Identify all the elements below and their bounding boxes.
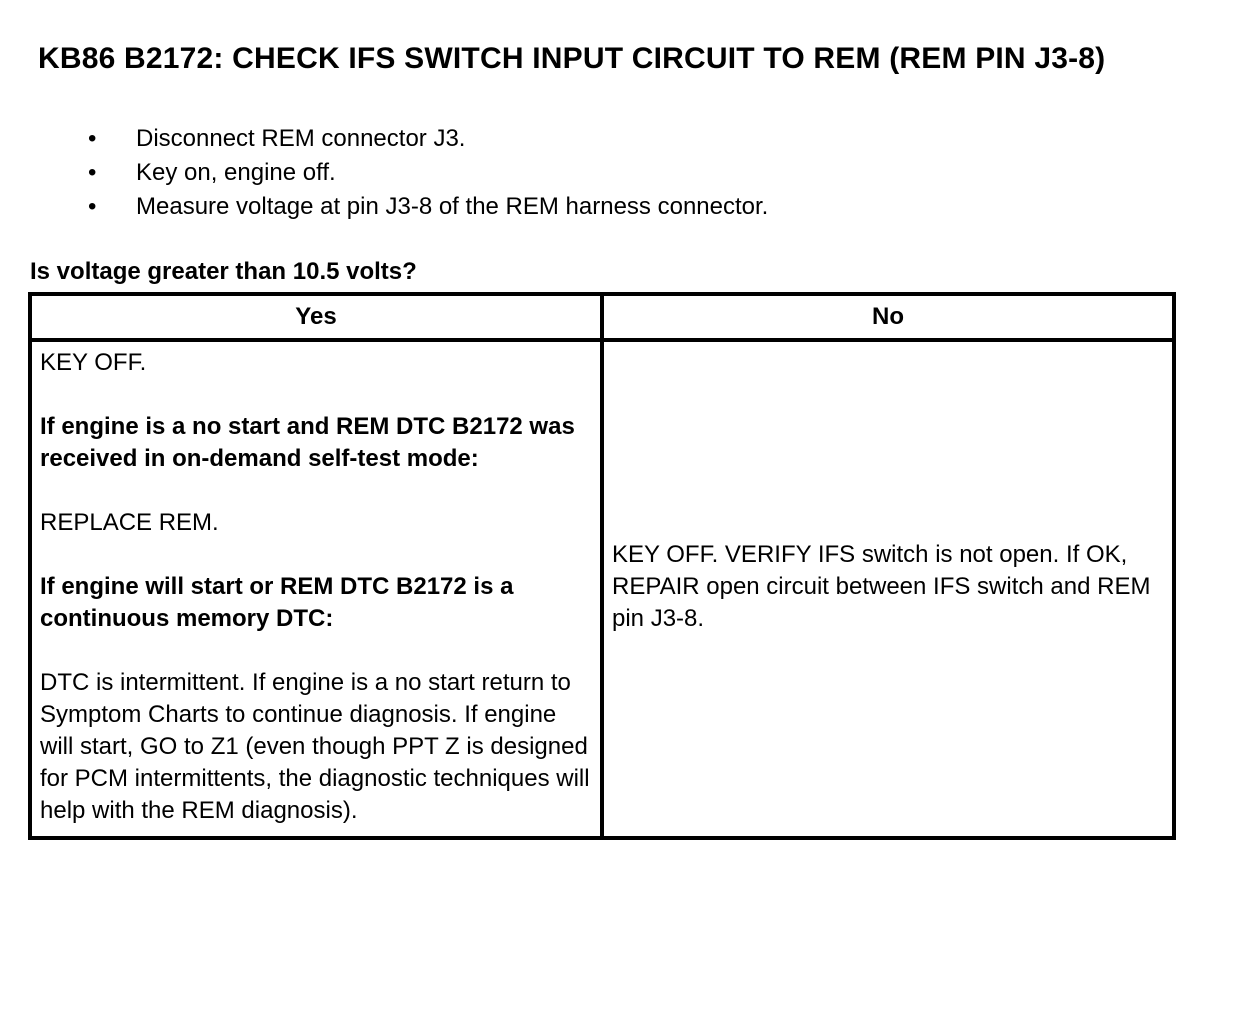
document-page [0,42,1248,1010]
yes-paragraph-condition: If engine is a no start and REM DTC B2172 was received in on-demand self-test mode: [40,413,575,472]
yes-paragraph-action: DTC is intermittent. If engine is a no start return to Symptom Charts to continue diagnosis. If engine will start, GO to Z1 (even though PPT Z is designed for PCM intermittents, the diagnostic techniques will help with the REM diagnosis). [40,669,590,824]
yes-column-header: Yes [30,294,602,340]
procedure-step: • Key on, engine off. [88,156,1248,190]
decision-table-header-row [30,294,1174,340]
no-paragraph-action: KEY OFF. VERIFY IFS switch is not open. If OK, REPAIR open circuit between IFS switch and REM pin J3-8. [612,541,1151,632]
decision-table-body-row [30,340,1174,838]
yes-paragraph-condition: If engine will start or REM DTC B2172 is a continuous memory DTC: [40,573,514,632]
yes-paragraph-action: REPLACE REM. [40,509,219,536]
no-column-header: No [602,294,1174,340]
procedure-step: • Disconnect REM connector J3. [88,122,1248,156]
procedure-list [0,122,1248,224]
decision-table [28,292,1176,840]
page-title: KB86 B2172: CHECK IFS SWITCH INPUT CIRCUIT TO REM (REM PIN J3-8) [38,42,1106,75]
decision-question: Is voltage greater than 10.5 volts? [30,258,417,285]
yes-paragraph: KEY OFF. [40,349,147,376]
procedure-step: • Measure voltage at pin J3-8 of the REM harness connector. [88,190,1248,224]
yes-result-cell [30,340,602,838]
no-result-cell [602,340,1174,838]
